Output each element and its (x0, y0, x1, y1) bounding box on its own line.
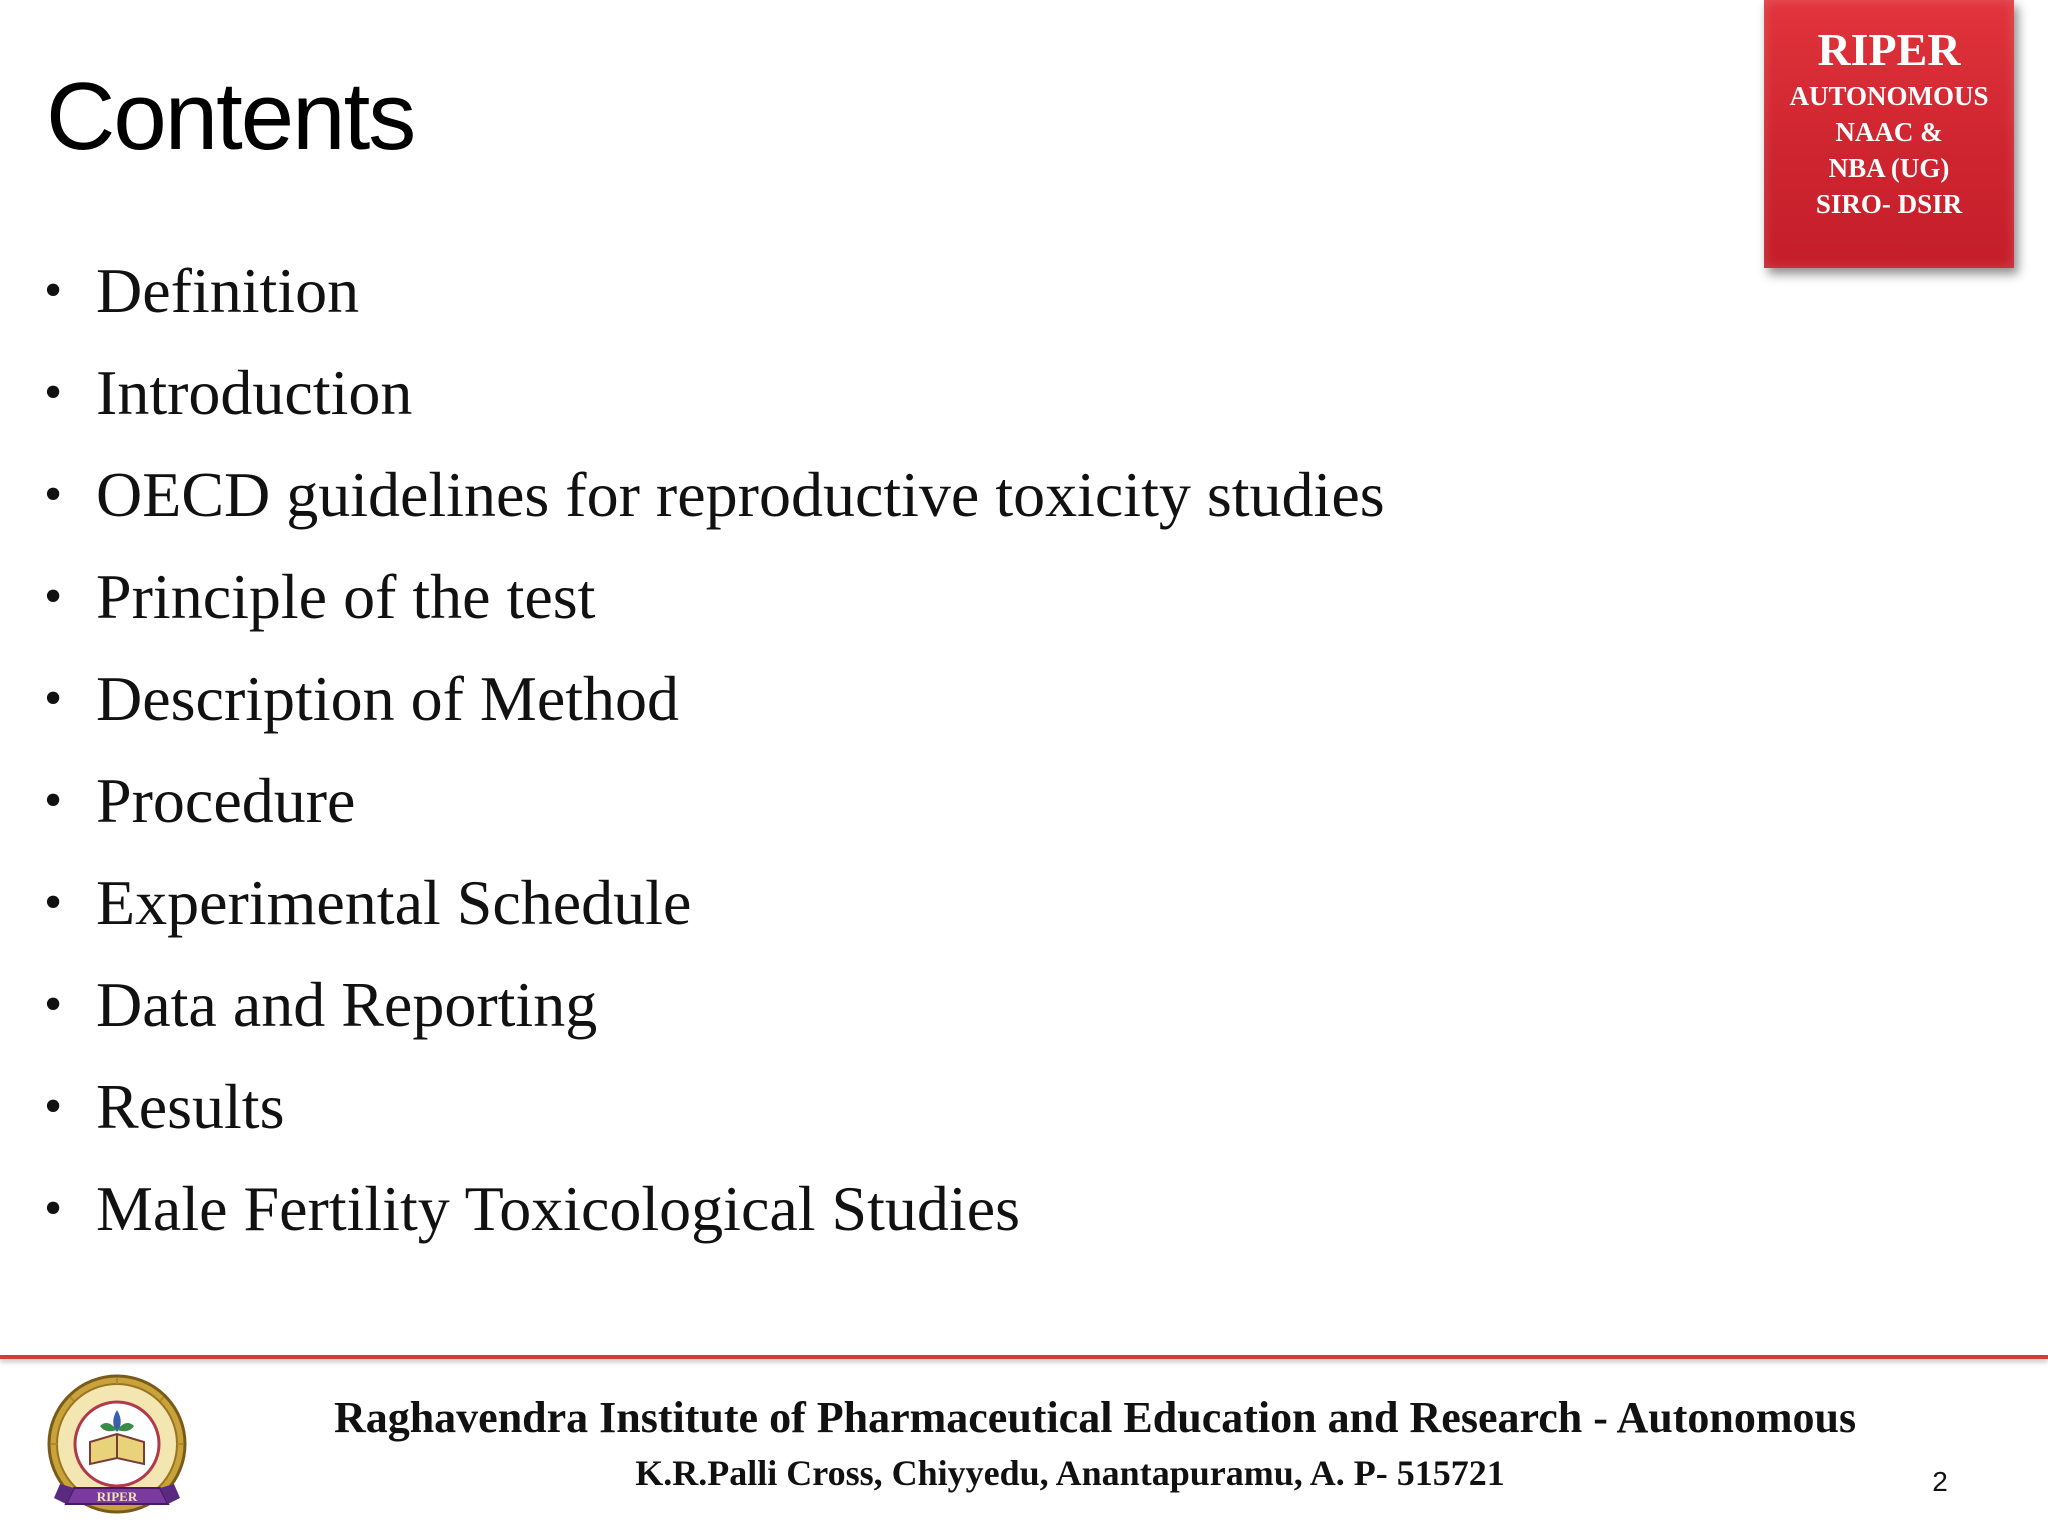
accreditation-badge (1764, 0, 2014, 268)
logo-ribbon-text: RIPER (96, 1489, 138, 1504)
badge-title: RIPER (1817, 24, 1961, 75)
footer-address: K.R.Palli Cross, Chiyyedu, Anantapuramu, A. P- 515721 (635, 1453, 1505, 1493)
list-item-label: OECD guidelines for reproductive toxicity studies (96, 459, 1385, 530)
page-number: 2 (1932, 1466, 1948, 1497)
bullet-icon: • (44, 772, 63, 829)
list-item-label: Results (96, 1071, 285, 1142)
footer-institute-name: Raghavendra Institute of Pharmaceutical Education and Research - Autonomous (333, 1393, 1857, 1442)
institute-logo (40, 1368, 194, 1526)
slide-title: Contents (46, 63, 415, 170)
footer-divider (0, 1355, 2048, 1359)
list-item-label: Male Fertility Toxicological Studies (96, 1173, 1020, 1244)
bullet-icon: • (44, 466, 63, 523)
badge-line-autonomous: AUTONOMOUS (1789, 81, 1989, 111)
badge-line-nba: NBA (UG) (1828, 153, 1950, 183)
bullet-icon: • (44, 364, 63, 421)
badge-line-siro: SIRO- DSIR (1815, 189, 1963, 219)
bullet-icon: • (44, 976, 63, 1033)
list-item-label: Data and Reporting (96, 969, 598, 1040)
bullet-icon: • (44, 1180, 63, 1237)
list-item-label: Experimental Schedule (96, 867, 692, 938)
list-item-label: Description of Method (96, 663, 679, 734)
bullet-icon: • (44, 874, 63, 931)
list-item-label: Introduction (96, 357, 413, 428)
badge-line-naac: NAAC & (1835, 117, 1943, 147)
list-item-label: Definition (96, 255, 360, 326)
bullet-icon: • (44, 568, 63, 625)
bullet-icon: • (44, 262, 63, 319)
list-item-label: Procedure (96, 765, 356, 836)
list-item-label: Principle of the test (96, 561, 596, 632)
bullet-icon: • (44, 670, 63, 727)
bullet-icon: • (44, 1078, 63, 1135)
